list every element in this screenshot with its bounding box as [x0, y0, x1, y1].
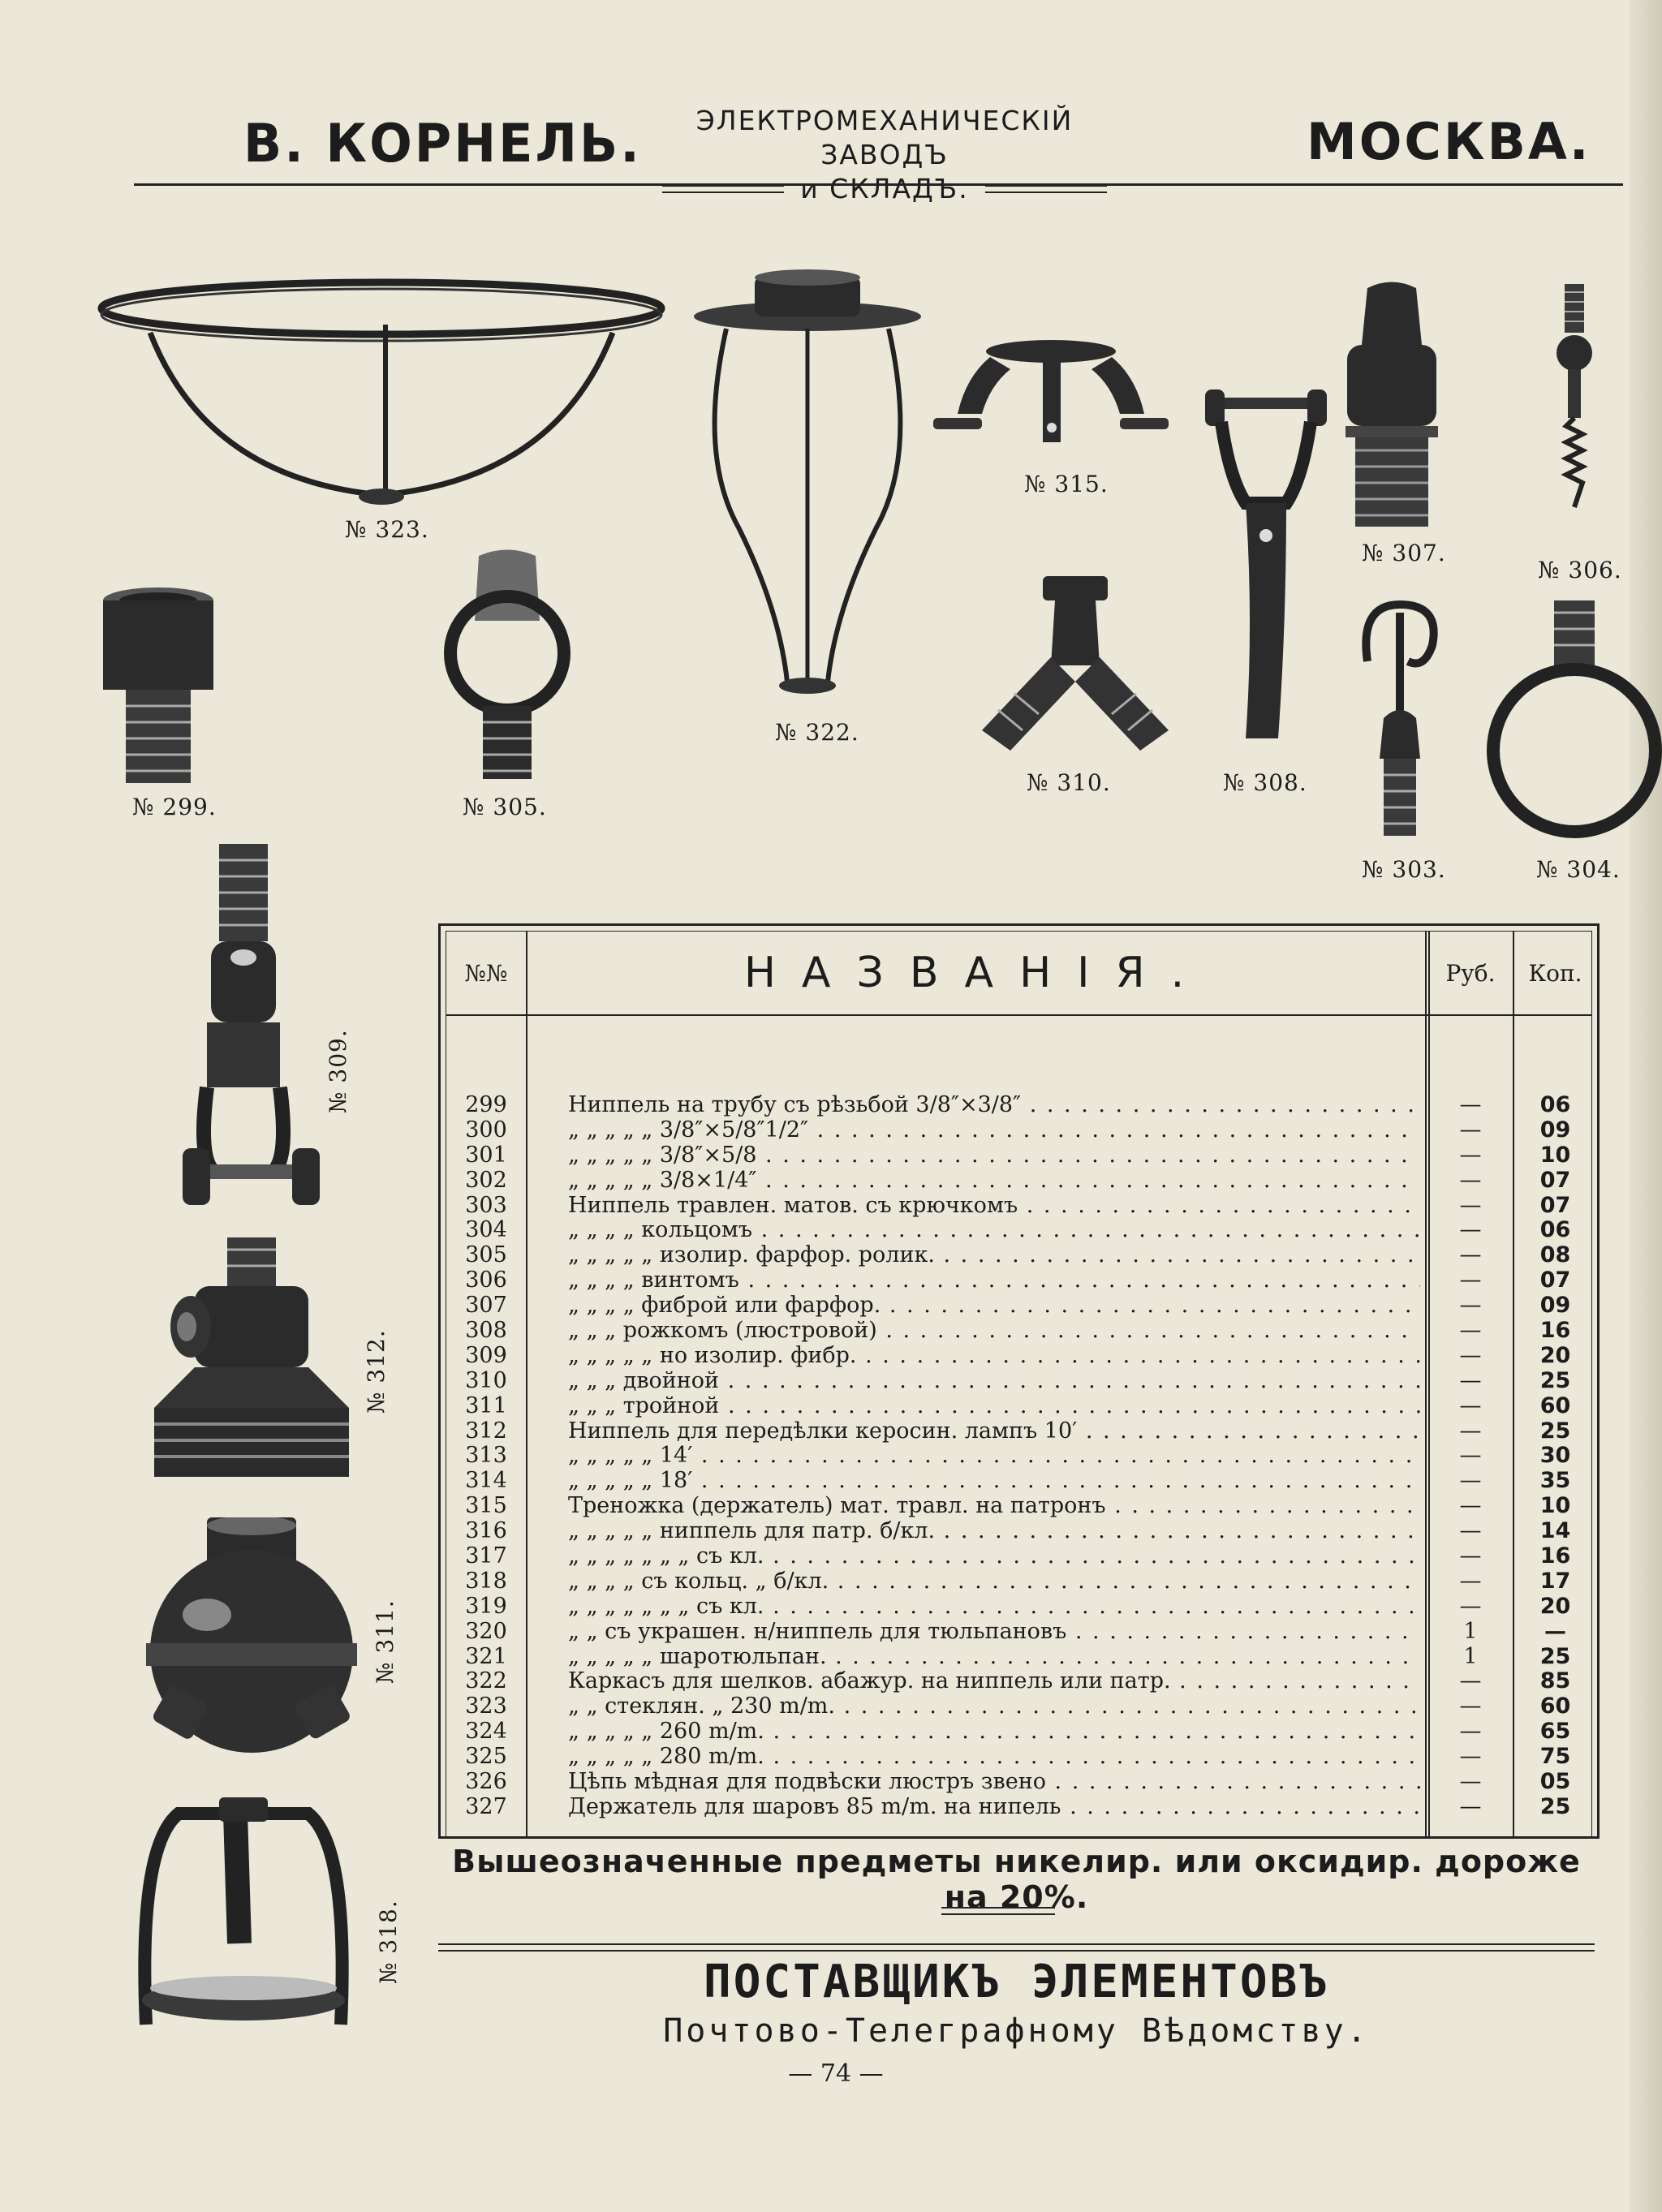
- row-number: 306: [465, 1267, 507, 1293]
- row-rubles: —: [1459, 1117, 1482, 1143]
- table-row: [446, 1319, 1591, 1344]
- row-number: 308: [465, 1318, 507, 1344]
- caption-318: № 318.: [375, 1900, 402, 1984]
- row-number: 317: [465, 1543, 507, 1569]
- row-number: 299: [465, 1092, 507, 1117]
- supplier-heading: ПОСТАВЩИКЪ ЭЛЕМЕНТОВЪ: [703, 1956, 1329, 2008]
- description-line-2: и СКЛАДЪ.: [800, 173, 969, 204]
- row-description: Треножка (держатель) мат. травл. на патронъ . . .: [568, 1494, 1420, 1519]
- table-rows: [446, 1093, 1591, 1820]
- row-kopecks: 60: [1539, 1392, 1571, 1418]
- company-description: [649, 104, 1120, 206]
- ring-nipple-304-illustration: [1485, 600, 1662, 844]
- row-rubles: —: [1459, 1543, 1482, 1569]
- row-number: 327: [465, 1793, 507, 1819]
- row-description: „ „ „ „ „ 3/8×1/4″ . . .: [568, 1168, 1420, 1194]
- row-kopecks: 07: [1539, 1167, 1571, 1193]
- row-kopecks: 25: [1539, 1367, 1571, 1393]
- table-row: [446, 1444, 1591, 1469]
- row-rubles: —: [1459, 1744, 1482, 1770]
- row-description: „ „ „ тройной . . .: [568, 1394, 1420, 1419]
- table-row: [446, 1795, 1591, 1820]
- tripod-holder-315-illustration: [933, 337, 1169, 458]
- table-row: [446, 1519, 1591, 1544]
- row-description: „ „ „ „ фиброй или фарфор. . . .: [568, 1293, 1420, 1319]
- row-number: 303: [465, 1192, 507, 1218]
- row-kopecks: 20: [1539, 1593, 1571, 1619]
- row-description: Держатель для шаровъ 85 m/m. на нипель . . .: [568, 1795, 1420, 1820]
- row-number: 323: [465, 1693, 507, 1719]
- row-kopecks: 16: [1539, 1318, 1571, 1344]
- table-row: [446, 1544, 1591, 1569]
- row-description: „ „ „ „ „ 3/8″×5/8″1/2″ . . .: [568, 1118, 1420, 1143]
- row-description: Цѣпь мѣдная для подвѣски люстръ звено . . .: [568, 1770, 1420, 1795]
- page-number: — 74 —: [788, 2059, 884, 2088]
- row-kopecks: 14: [1539, 1518, 1571, 1544]
- row-rubles: —: [1459, 1167, 1482, 1193]
- row-rubles: —: [1459, 1719, 1482, 1745]
- caption-323: № 323.: [345, 516, 429, 543]
- row-kopecks: 07: [1539, 1192, 1571, 1218]
- header-number: №№: [464, 959, 508, 987]
- row-rubles: —: [1459, 1318, 1482, 1344]
- row-description: „ „ „ „ кольцомъ . . .: [568, 1218, 1420, 1243]
- row-rubles: —: [1459, 1468, 1482, 1494]
- row-kopecks: 85: [1539, 1668, 1571, 1694]
- row-kopecks: 08: [1539, 1242, 1571, 1268]
- double-rule-right: [985, 185, 1107, 193]
- caption-299: № 299.: [132, 794, 217, 820]
- table-row: [446, 1694, 1591, 1719]
- row-rubles: —: [1459, 1267, 1482, 1293]
- row-description: „ „ „ „ „ 3/8″×5/8 . . .: [568, 1143, 1420, 1168]
- table-row: [446, 1770, 1591, 1795]
- table-row: [446, 1268, 1591, 1293]
- table-row: [446, 1594, 1591, 1620]
- row-kopecks: 09: [1539, 1293, 1571, 1319]
- row-kopecks: 07: [1539, 1267, 1571, 1293]
- price-note: Вышеозначенные предметы никелир. или оксидир. дороже на 20%.: [452, 1844, 1581, 1915]
- row-rubles: —: [1459, 1668, 1482, 1694]
- row-number: 320: [465, 1618, 507, 1644]
- row-description: „ „ „ „ съ кольц. „ б/кл. . . .: [568, 1569, 1420, 1594]
- row-kopecks: 09: [1539, 1117, 1571, 1143]
- row-kopecks: 16: [1539, 1543, 1571, 1569]
- row-rubles: —: [1459, 1568, 1482, 1594]
- row-number: 318: [465, 1568, 507, 1594]
- row-description: „ „ „ „ „ но изолир. фибр. . . .: [568, 1344, 1420, 1369]
- ring-holder-318-illustration: [130, 1797, 357, 2049]
- row-number: 322: [465, 1668, 507, 1694]
- table-row: [446, 1344, 1591, 1369]
- row-description: „ „ „ „ „ „ „ съ кл. . . .: [568, 1594, 1420, 1620]
- row-description: „ „ „ „ „ 18′ . . .: [568, 1469, 1420, 1494]
- row-rubles: —: [1459, 1367, 1482, 1393]
- row-rubles: 1: [1463, 1618, 1478, 1644]
- row-kopecks: 17: [1539, 1568, 1571, 1594]
- row-number: 311: [465, 1392, 507, 1418]
- table-row: [446, 1719, 1591, 1745]
- row-description: Ниппель на трубу съ рѣзьбой 3/8″×3/8″ . . .: [568, 1093, 1420, 1118]
- caption-304: № 304.: [1536, 856, 1621, 883]
- nipple-299-illustration: [97, 584, 219, 787]
- row-description: Ниппель для передѣлки керосин. лампъ 10′ . . .: [568, 1419, 1420, 1444]
- city-name: МОСКВА.: [1307, 112, 1591, 171]
- header-rubles: Руб.: [1445, 959, 1496, 987]
- table-row: [446, 1293, 1591, 1319]
- row-number: 324: [465, 1719, 507, 1745]
- caption-311: № 311.: [372, 1599, 398, 1684]
- table-row: [446, 1369, 1591, 1394]
- row-rubles: —: [1459, 1593, 1482, 1619]
- row-kopecks: 60: [1539, 1693, 1571, 1719]
- row-description: „ „ „ „ „ ниппель для патр. б/кл. . . .: [568, 1519, 1420, 1544]
- row-rubles: —: [1459, 1242, 1482, 1268]
- porcelain-roller-305-illustration: [426, 548, 588, 783]
- row-rubles: —: [1459, 1342, 1482, 1368]
- row-kopecks: 05: [1539, 1769, 1571, 1795]
- caption-307: № 307.: [1362, 540, 1446, 566]
- row-kopecks: 75: [1539, 1744, 1571, 1770]
- row-number: 315: [465, 1493, 507, 1519]
- row-description: „ „ съ украшен. н/ниппель для тюльпановъ . . .: [568, 1620, 1420, 1645]
- caption-308: № 308.: [1223, 769, 1307, 796]
- caption-312: № 312.: [363, 1329, 390, 1414]
- row-description: „ „ „ „ „ „ „ съ кл. . . .: [568, 1544, 1420, 1569]
- company-name: В. КОРНЕЛЬ.: [243, 112, 642, 174]
- lampshade-frame-323-illustration: [93, 276, 674, 511]
- shade-holder-322-illustration: [690, 268, 925, 698]
- caption-310: № 310.: [1027, 769, 1111, 796]
- row-number: 325: [465, 1744, 507, 1770]
- row-rubles: —: [1459, 1769, 1482, 1795]
- row-rubles: 1: [1463, 1643, 1478, 1669]
- table-row: [446, 1194, 1591, 1219]
- row-description: „ „ „ „ „ изолир. фарфор. ролик. . . .: [568, 1243, 1420, 1268]
- price-table: [438, 923, 1600, 1839]
- row-number: 300: [465, 1117, 507, 1143]
- row-number: 319: [465, 1593, 507, 1619]
- row-description: „ „ „ „ винтомъ . . .: [568, 1268, 1420, 1293]
- globe-nipple-311-illustration: [142, 1517, 369, 1761]
- row-number: 312: [465, 1418, 507, 1444]
- row-number: 326: [465, 1769, 507, 1795]
- page-edge-shadow: [1630, 0, 1662, 2212]
- row-rubles: —: [1459, 1192, 1482, 1218]
- table-row: [446, 1745, 1591, 1770]
- table-row: [446, 1620, 1591, 1645]
- row-number: 313: [465, 1443, 507, 1469]
- row-rubles: —: [1459, 1493, 1482, 1519]
- row-kopecks: 10: [1539, 1142, 1571, 1168]
- row-rubles: —: [1459, 1693, 1482, 1719]
- row-kopecks: 20: [1539, 1342, 1571, 1368]
- table-row: [446, 1469, 1591, 1494]
- table-row: [446, 1645, 1591, 1670]
- table-row: [446, 1494, 1591, 1519]
- row-kopecks: 25: [1539, 1418, 1571, 1444]
- row-kopecks: 25: [1539, 1793, 1571, 1819]
- row-kopecks: 65: [1539, 1719, 1571, 1745]
- row-rubles: —: [1459, 1092, 1482, 1117]
- row-rubles: —: [1459, 1142, 1482, 1168]
- row-rubles: —: [1459, 1518, 1482, 1544]
- row-rubles: —: [1459, 1217, 1482, 1243]
- row-kopecks: 35: [1539, 1468, 1571, 1494]
- row-description: „ „ „ „ „ 14′ . . .: [568, 1444, 1420, 1469]
- row-number: 314: [465, 1468, 507, 1494]
- caption-306: № 306.: [1538, 557, 1622, 583]
- caption-303: № 303.: [1362, 856, 1446, 883]
- kerosene-converter-312-illustration: [146, 1237, 365, 1481]
- nipple-fibre-307-illustration: [1331, 280, 1453, 540]
- row-kopecks: 25: [1539, 1643, 1571, 1669]
- row-rubles: —: [1459, 1293, 1482, 1319]
- row-number: 316: [465, 1518, 507, 1544]
- table-row: [446, 1243, 1591, 1268]
- table-row: [446, 1394, 1591, 1419]
- table-row: [446, 1093, 1591, 1118]
- row-description: „ „ „ „ „ шаротюльпан. . . .: [568, 1645, 1420, 1670]
- caption-309: № 309.: [325, 1029, 351, 1113]
- table-row: [446, 1218, 1591, 1243]
- header-divider: [446, 1014, 1591, 1016]
- row-rubles: —: [1459, 1443, 1482, 1469]
- table-row: [446, 1143, 1591, 1168]
- caption-315: № 315.: [1024, 471, 1109, 497]
- table-row: [446, 1419, 1591, 1444]
- row-description: „ „ „ рожкомъ (люстровой) . . .: [568, 1319, 1420, 1344]
- row-description: „ „ „ двойной . . .: [568, 1369, 1420, 1394]
- table-row: [446, 1118, 1591, 1143]
- row-description: „ „ стеклян. „ 230 m/m. . . .: [568, 1694, 1420, 1719]
- row-kopecks: 06: [1539, 1092, 1571, 1117]
- row-number: 310: [465, 1367, 507, 1393]
- double-nipple-310-illustration: [966, 576, 1185, 763]
- table-row: [446, 1669, 1591, 1694]
- department-line: Почтово-Телеграфному Вѣдомству.: [663, 2012, 1370, 2050]
- row-description: Каркасъ для шелков. абажур. на ниппель или патр. . . .: [568, 1669, 1420, 1694]
- header-names: НАЗВАНIЯ.: [743, 949, 1211, 997]
- long-double-rule: [438, 1943, 1595, 1952]
- double-rule-left: [662, 185, 784, 193]
- hook-nipple-303-illustration: [1351, 596, 1449, 840]
- insulated-arm-309-illustration: [174, 844, 329, 1217]
- screw-nipple-306-illustration: [1550, 284, 1599, 511]
- header-kopecks: Коп.: [1528, 959, 1582, 987]
- row-number: 301: [465, 1142, 507, 1168]
- row-rubles: —: [1459, 1392, 1482, 1418]
- row-rubles: —: [1459, 1418, 1482, 1444]
- row-kopecks: 30: [1539, 1443, 1571, 1469]
- description-line-1: ЭЛЕКТРОМЕХАНИЧЕСКIЙ ЗАВОДЪ: [695, 105, 1074, 170]
- table-row: [446, 1569, 1591, 1594]
- caption-305: № 305.: [463, 794, 547, 820]
- row-number: 309: [465, 1342, 507, 1368]
- row-kopecks: —: [1544, 1618, 1566, 1644]
- row-number: 305: [465, 1242, 507, 1268]
- table-row: [446, 1168, 1591, 1194]
- row-kopecks: 06: [1539, 1217, 1571, 1243]
- chandelier-arm-308-illustration: [1197, 381, 1335, 755]
- short-double-rule: [941, 1907, 1055, 1915]
- row-rubles: —: [1459, 1793, 1482, 1819]
- row-description: „ „ „ „ „ 280 m/m. . . .: [568, 1745, 1420, 1770]
- row-number: 304: [465, 1217, 507, 1243]
- caption-322: № 322.: [775, 719, 859, 746]
- row-description: Ниппель травлен. матов. съ крючкомъ . . .: [568, 1194, 1420, 1219]
- row-number: 302: [465, 1167, 507, 1193]
- header-rule: [134, 183, 1623, 186]
- row-kopecks: 10: [1539, 1493, 1571, 1519]
- row-number: 321: [465, 1643, 507, 1669]
- row-description: „ „ „ „ „ 260 m/m. . . .: [568, 1719, 1420, 1745]
- row-number: 307: [465, 1293, 507, 1319]
